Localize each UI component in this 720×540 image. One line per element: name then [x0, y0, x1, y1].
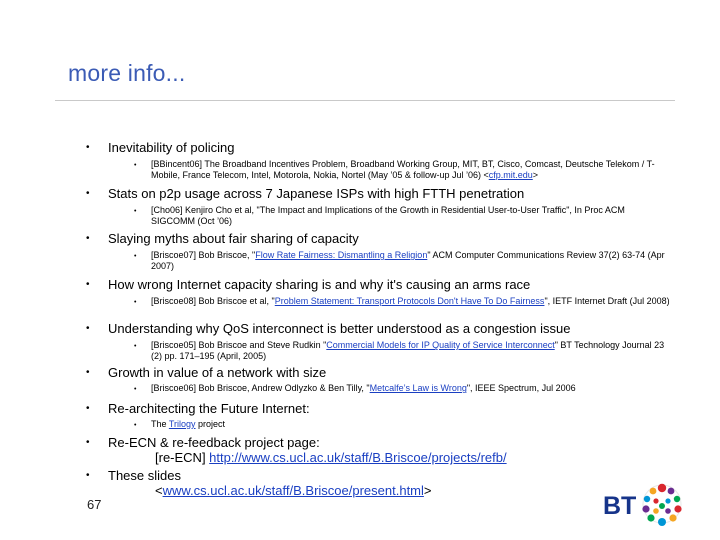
bt-logo — [600, 478, 682, 530]
reference-link[interactable]: Problem Statement: Transport Protocols Don't Have To Do Fairness — [274, 296, 545, 306]
bullet-icon: • — [86, 323, 90, 334]
bt-globe-icon — [600, 478, 682, 530]
slide-title: more info... — [68, 60, 186, 86]
slides-link-line: <www.cs.ucl.ac.uk/staff/B.Briscoe/present.html> — [155, 483, 432, 498]
bullet-text: Re-ECN & re-feedback project page: — [108, 435, 320, 450]
reference-link[interactable]: Trilogy — [168, 419, 196, 429]
bullet-text: These slides — [108, 468, 181, 483]
sub-bullet-icon: • — [134, 208, 137, 215]
bullet-text: Inevitability of policing — [108, 140, 235, 155]
refb-project-link[interactable]: http://www.cs.ucl.ac.uk/staff/B.Briscoe/projects/refb/ — [209, 450, 507, 465]
present-link[interactable]: www.cs.ucl.ac.uk/staff/B.Briscoe/present.html — [162, 483, 424, 498]
sub-bullet-icon: • — [134, 386, 137, 393]
bullet-icon: • — [86, 367, 90, 378]
reference-text: [Cho06] Kenjiro Cho et al, "The Impact and Implications of the Growth in Residential User-to-User Traffic", In Proc ACM SIGCOMM (Oct ’06) — [151, 205, 625, 226]
sub-bullet-icon: • — [134, 162, 137, 169]
reference-text: [Briscoe06] Bob Briscoe, Andrew Odlyzko & Ben Tilly, "Metcalfe’s Law is Wrong", IEEE Spectrum, Jul 2006 — [151, 383, 576, 393]
bullet-icon: • — [86, 233, 90, 244]
page-number: 67 — [87, 497, 102, 512]
project-link-line: [re-ECN] http://www.cs.ucl.ac.uk/staff/B.Briscoe/projects/refb/ — [155, 450, 507, 465]
reference-link[interactable]: Metcalfe’s Law is Wrong — [369, 383, 467, 393]
sub-bullet-icon: • — [134, 422, 137, 429]
bullet-text: Stats on p2p usage across 7 Japanese ISPs with high FTTH penetration — [108, 186, 525, 201]
sub-bullet-icon: • — [134, 253, 137, 260]
bullet-text: Understanding why QoS interconnect is better understood as a congestion issue — [108, 321, 571, 336]
bullet-text: Re-architecting the Future Internet: — [108, 401, 310, 416]
reference-text: [BBincent06] The Broadband Incentives Problem, Broadband Working Group, MIT, BT, Cisco, Comcast, Deutsche Telekom / T-Mobile, France Telecom, Intel, Motorola, Nokia, Nortel (May ’05 & follow-up Jul ’06) <cfp.mit.edu> — [151, 159, 655, 180]
reference-text: The Trilogy project — [151, 419, 226, 429]
bullet-text: Slaying myths about fair sharing of capacity — [108, 231, 359, 246]
sub-bullet-icon: • — [134, 299, 137, 306]
svg-text:BT: BT — [603, 492, 637, 520]
bullet-icon: • — [86, 188, 90, 199]
bullet-icon: • — [86, 403, 90, 414]
reference-link[interactable]: Commercial Models for IP Quality of Service Interconnect — [326, 340, 555, 350]
bullet-text: Growth in value of a network with size — [108, 365, 327, 380]
sub-bullet-icon: • — [134, 343, 137, 350]
reference-link[interactable]: cfp.mit.edu — [488, 169, 533, 180]
bullet-icon: • — [86, 279, 90, 290]
bullet-icon: • — [86, 437, 90, 448]
reference-text: [Briscoe08] Bob Briscoe et al, "Problem Statement: Transport Protocols Don't Have To Do Fairness", IETF Internet Draft (Jul 2008) — [151, 296, 670, 306]
bullet-icon: • — [86, 142, 90, 153]
reference-text: [Briscoe07] Bob Briscoe, "Flow Rate Fairness: Dismantling a Religion" ACM Computer Communications Review 37(2) 63-74 (Apr 2007) — [151, 250, 665, 271]
reference-link[interactable]: Flow Rate Fairness: Dismantling a Religion — [255, 250, 428, 260]
bullet-text: How wrong Internet capacity sharing is and why it's causing an arms race — [108, 277, 531, 292]
bullet-icon: • — [86, 470, 90, 481]
reference-text: [Briscoe05] Bob Briscoe and Steve Rudkin "Commercial Models for IP Quality of Service Interconnect" BT Technology Journal 23 (2) pp. 171–195 (April, 2005) — [151, 340, 665, 361]
